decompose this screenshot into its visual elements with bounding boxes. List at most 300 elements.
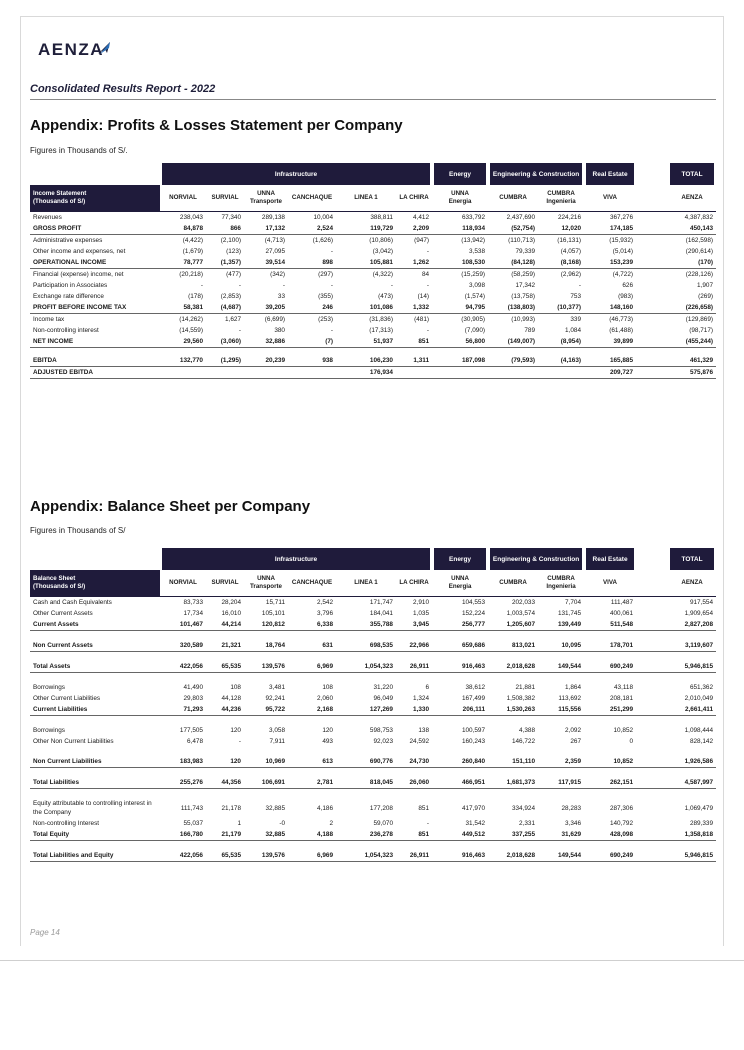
table-cell: 44,236: [206, 704, 244, 716]
row-label: Borrowings: [33, 727, 65, 734]
table-cell: 598,753: [369, 727, 393, 734]
table-cell: 236,278: [336, 829, 396, 841]
column-spacer: [636, 185, 668, 212]
table-cell: 10,852: [584, 756, 636, 768]
spacer-row: [30, 348, 716, 356]
column-header-text: CUMBRA: [499, 579, 527, 586]
table-cell: (7,090): [464, 327, 486, 334]
table-cell: 461,329: [668, 355, 716, 367]
table-cell: 44,214: [206, 619, 244, 631]
column-header-text: UNNA: [451, 575, 469, 582]
table-cell: (52,754): [488, 223, 538, 235]
table-cell: (253): [318, 316, 333, 323]
table-cell: 262,151: [584, 777, 636, 789]
table-cell: 119,729: [336, 223, 396, 235]
table-cell: 153,239: [584, 257, 636, 269]
column-header-text: CUMBRA: [547, 190, 575, 197]
table-cell: 1,508,382: [506, 695, 536, 702]
table-cell: 184,041: [369, 610, 393, 617]
table-cell: 84,878: [160, 223, 206, 235]
row-label: Non-controlling interest: [33, 327, 99, 334]
row-label: Other Non Current Liabilities: [33, 738, 114, 745]
cell-spacer: [636, 314, 668, 326]
table-cell: (5,014): [612, 248, 634, 255]
table-cell: 690,249: [584, 850, 636, 862]
row-label: Non Current Liabilities: [30, 756, 160, 768]
statement-label-line-1: Income Statement: [33, 190, 87, 197]
table-cell: 33: [277, 293, 285, 300]
table-cell: 851: [418, 804, 430, 812]
table-cell: 28,283: [561, 804, 582, 812]
table-cell: [488, 367, 538, 379]
table-cell: 898: [288, 257, 336, 269]
table-cell: 167,499: [461, 695, 486, 702]
table-cell: 94,795: [432, 302, 488, 314]
table-row: [30, 235, 716, 247]
table-cell: 2,437,690: [506, 214, 536, 221]
table-cell: 289,138: [261, 214, 285, 221]
table-cell: (170): [668, 257, 716, 269]
table-cell: 139,576: [244, 661, 288, 673]
table-cell: 6,478: [187, 738, 203, 745]
group-header-energy: Energy: [432, 163, 488, 185]
column-header-text: LINEA 1: [354, 194, 378, 201]
table-cell: 29,803: [183, 695, 203, 702]
table-cell: 21,178: [221, 804, 241, 812]
table-cell: -: [426, 820, 430, 827]
table-cell: 1,003,574: [506, 610, 536, 617]
table-cell: (355): [318, 293, 333, 300]
cell-spacer: [636, 235, 668, 247]
table-cell: 256,777: [432, 619, 488, 631]
row-label: Borrowings: [33, 684, 65, 691]
column-header: [396, 185, 432, 212]
spacer-row: [30, 673, 716, 683]
row-label: NET INCOME: [30, 336, 160, 348]
group-header-spacer: [30, 163, 160, 185]
group-header-spacer: [30, 548, 160, 570]
table-cell: 246: [288, 302, 336, 314]
table-cell: 208,181: [609, 695, 634, 702]
table-cell: 7,704: [565, 599, 582, 606]
table-cell: 92,241: [265, 695, 285, 702]
cell-spacer: [636, 829, 668, 841]
pl-section-subtitle: Figures in Thousands of S/.: [30, 146, 128, 155]
group-header-infra: Infrastructure: [160, 163, 432, 185]
column-header: [538, 185, 584, 212]
table-cell: 152,224: [461, 610, 486, 617]
table-cell: 3,119,607: [668, 640, 716, 652]
table-cell: 1,530,263: [488, 704, 538, 716]
table-cell: 58,381: [160, 302, 206, 314]
cell-spacer: [636, 693, 668, 704]
table-cell: (10,377): [538, 302, 584, 314]
table-cell: 108: [230, 684, 241, 691]
table-cell: 2,910: [413, 599, 430, 606]
table-cell: -: [238, 738, 241, 745]
table-cell: 39,899: [584, 336, 636, 348]
column-header: [488, 185, 538, 212]
column-header: [538, 570, 584, 597]
table-cell: [160, 367, 206, 379]
table-cell: 287,306: [609, 804, 634, 812]
table-cell: 938: [288, 355, 336, 367]
table-cell: 177,208: [369, 804, 393, 812]
table-cell: 84: [421, 271, 430, 278]
table-cell: 289,339: [689, 820, 714, 827]
table-cell: 2,359: [538, 756, 584, 768]
table-row: [30, 608, 716, 619]
column-header-row: [30, 185, 716, 212]
table-cell: 20,239: [244, 355, 288, 367]
cell-spacer: [636, 661, 668, 673]
row-label: PROFIT BEFORE INCOME TAX: [30, 302, 160, 314]
table-cell: 422,056: [160, 850, 206, 862]
page-number: Page 14: [30, 928, 60, 937]
table-cell: 626: [622, 282, 634, 289]
table-cell: (3,042): [372, 248, 393, 255]
table-cell: 32,885: [244, 829, 288, 841]
table-cell: 149,544: [538, 850, 584, 862]
table-row: [30, 640, 716, 652]
table-cell: 1,864: [565, 684, 582, 691]
table-cell: 493: [322, 738, 333, 745]
group-header-re: Real Estate: [584, 548, 636, 570]
table-cell: 79,339: [515, 248, 536, 255]
table-row: [30, 693, 716, 704]
row-label: Total Equity: [30, 829, 160, 841]
table-cell: 18,764: [244, 640, 288, 652]
table-cell: 4,188: [288, 829, 336, 841]
column-header: [288, 185, 336, 212]
table-cell: 151,110: [488, 756, 538, 768]
table-cell: 65,535: [206, 661, 244, 673]
table-cell: (473): [378, 293, 393, 300]
table-cell: 17,734: [183, 610, 203, 617]
bs-section-subtitle: Figures in Thousands of S/: [30, 526, 126, 535]
table-cell: 65,535: [206, 850, 244, 862]
table-cell: 77,340: [221, 214, 241, 221]
column-header-text: SURVIAL: [211, 194, 239, 201]
row-label: Other Current Assets: [33, 610, 93, 617]
cell-spacer: [636, 704, 668, 716]
cell-spacer: [636, 756, 668, 768]
table-cell: (1,574): [464, 293, 486, 300]
table-cell: (46,773): [609, 316, 634, 323]
table-cell: 100,597: [461, 727, 486, 734]
table-cell: 388,811: [370, 214, 393, 221]
table-cell: (269): [698, 293, 714, 300]
group-header-energy: Energy: [432, 548, 488, 570]
table-cell: (15,932): [609, 237, 634, 244]
table-cell: 160,243: [461, 738, 486, 745]
table-cell: (14): [417, 293, 430, 300]
table-cell: (13,942): [461, 237, 486, 244]
column-header-text: UNNA: [257, 575, 275, 582]
table-cell: 56,800: [432, 336, 488, 348]
report-title: Consolidated Results Report - 2022: [30, 83, 216, 95]
table-cell: 851: [396, 336, 432, 348]
column-spacer: [636, 570, 668, 597]
table-row: [30, 829, 716, 841]
column-header: [432, 185, 488, 212]
table-cell: (481): [414, 316, 430, 323]
table-cell: 380: [274, 327, 285, 334]
table-cell: 1: [237, 820, 241, 827]
table-cell: 21,321: [206, 640, 244, 652]
table-cell: 43,118: [613, 684, 634, 691]
column-header-text: NORVIAL: [169, 194, 197, 201]
table-cell: 1,627: [225, 316, 241, 323]
table-cell: 4,587,997: [668, 777, 716, 789]
table-cell: 31,542: [465, 820, 486, 827]
table-cell: 355,788: [336, 619, 396, 631]
column-header: [244, 185, 288, 212]
table-cell: 39,514: [244, 257, 288, 269]
table-cell: 428,098: [584, 829, 636, 841]
table-cell: 16,010: [221, 610, 241, 617]
table-cell: 422,056: [160, 661, 206, 673]
pl-table: [30, 163, 718, 379]
table-cell: 139,576: [244, 850, 288, 862]
column-header-text: Energia: [448, 583, 472, 590]
table-cell: 1,332: [396, 302, 432, 314]
table-cell: 202,033: [511, 599, 536, 606]
table-cell: 120,812: [244, 619, 288, 631]
table-cell: (2,100): [220, 237, 241, 244]
table-cell: 41,490: [183, 684, 203, 691]
table-row: [30, 355, 716, 367]
spacer-row: [30, 747, 716, 756]
column-header-text: CANCHAQUE: [291, 579, 333, 586]
table-cell: 2,661,411: [668, 704, 716, 716]
table-cell: 1,098,444: [684, 727, 714, 734]
table-cell: (226,658): [668, 302, 716, 314]
table-cell: [538, 367, 584, 379]
table-cell: 4,388: [519, 727, 536, 734]
table-cell: (31,836): [369, 316, 393, 323]
table-row: [30, 367, 716, 379]
table-cell: [244, 367, 288, 379]
column-header: [396, 570, 432, 597]
table-cell: 400,061: [609, 610, 634, 617]
table-cell: 131,745: [557, 610, 582, 617]
table-cell: 334,924: [511, 804, 536, 812]
table-cell: (2,962): [560, 271, 582, 278]
column-header: [668, 185, 716, 212]
table-row: [30, 736, 716, 747]
table-cell: -: [426, 248, 430, 255]
table-cell: 1,205,607: [488, 619, 538, 631]
table-cell: 916,463: [432, 850, 488, 862]
cell-spacer: [636, 725, 668, 736]
table-cell: 17,342: [515, 282, 536, 289]
cell-spacer: [636, 619, 668, 631]
table-cell: 32,886: [244, 336, 288, 348]
column-header-text: Energia: [448, 198, 472, 205]
row-label: OPERATIONAL INCOME: [30, 257, 160, 269]
table-cell: 55,037: [183, 820, 203, 827]
page-divider: [0, 960, 744, 961]
table-cell: 1,324: [413, 695, 430, 702]
table-cell: 10,852: [613, 727, 634, 734]
header-rule: [30, 99, 716, 100]
table-cell: [432, 367, 488, 379]
column-header-text: AENZA: [681, 579, 703, 586]
table-cell: -: [200, 282, 203, 289]
table-row: [30, 619, 716, 631]
table-row: [30, 597, 716, 609]
cell-spacer: [636, 850, 668, 862]
table-cell: 631: [288, 640, 336, 652]
table-cell: 3,481: [269, 684, 285, 691]
table-cell: 12,020: [538, 223, 584, 235]
table-cell: (4,057): [560, 248, 582, 255]
table-cell: 450,143: [668, 223, 716, 235]
column-header-text: SURVIAL: [211, 579, 239, 586]
cell-spacer: [636, 212, 668, 224]
table-cell: -: [238, 327, 241, 334]
row-label: Exchange rate difference: [33, 293, 104, 300]
table-cell: 1,262: [396, 257, 432, 269]
table-cell: [396, 367, 432, 379]
table-cell: (4,322): [372, 271, 393, 278]
table-cell: 1,926,586: [668, 756, 716, 768]
table-row: [30, 818, 716, 829]
table-cell: 117,915: [538, 777, 584, 789]
table-row: [30, 725, 716, 736]
table-cell: 96,049: [373, 695, 393, 702]
table-cell: (297): [318, 271, 333, 278]
group-header-row: [30, 548, 716, 570]
table-cell: (2,853): [220, 293, 241, 300]
table-cell: 148,160: [584, 302, 636, 314]
table-cell: 105,881: [336, 257, 396, 269]
table-cell: 120: [206, 756, 244, 768]
column-header-text: AENZA: [681, 194, 703, 201]
cell-spacer: [636, 736, 668, 747]
table-cell: 28,204: [221, 599, 241, 606]
cell-spacer: [636, 223, 668, 235]
row-label: ADJUSTED EBITDA: [30, 367, 160, 379]
column-header-text: Transporte: [250, 583, 282, 590]
table-cell: 140,792: [609, 820, 634, 827]
table-cell: (1,626): [312, 237, 333, 244]
table-cell: (228,126): [685, 271, 714, 278]
table-cell: 106,691: [244, 777, 288, 789]
column-header-text: LA CHIRA: [399, 194, 429, 201]
table-cell: 828,142: [689, 738, 714, 745]
table-cell: 267: [570, 738, 582, 745]
column-header-text: LA CHIRA: [399, 579, 429, 586]
table-cell: 38,612: [465, 684, 486, 691]
spacer-row: [30, 789, 716, 799]
column-header-text: VIVA: [603, 194, 618, 201]
table-cell: [288, 367, 336, 379]
table-cell: 108,530: [432, 257, 488, 269]
table-cell: 206,111: [432, 704, 488, 716]
table-cell: 83,733: [183, 599, 203, 606]
group-header-infra: Infrastructure: [160, 548, 432, 570]
table-cell: (16,131): [557, 237, 582, 244]
table-cell: 1,681,373: [488, 777, 538, 789]
table-cell: (455,244): [668, 336, 716, 348]
table-cell: 26,911: [396, 661, 432, 673]
table-cell: 44,128: [221, 695, 241, 702]
row-label: Financial (expense) income, net: [33, 271, 124, 278]
table-cell: 224,216: [557, 214, 582, 221]
table-cell: 29,560: [160, 336, 206, 348]
column-header-text: Ingenieria: [546, 198, 576, 205]
table-cell: 111,743: [180, 804, 203, 812]
table-cell: 511,548: [584, 619, 636, 631]
table-cell: 4,186: [317, 804, 333, 812]
table-cell: -: [330, 327, 333, 334]
column-header: [160, 185, 206, 212]
table-cell: 255,276: [160, 777, 206, 789]
table-cell: 2,092: [565, 727, 582, 734]
bs-table: [30, 548, 718, 862]
table-cell: 5,946,815: [668, 850, 716, 862]
cell-spacer: [636, 367, 668, 379]
table-cell: 138: [418, 727, 430, 734]
table-cell: 120: [230, 727, 241, 734]
table-cell: (123): [226, 248, 241, 255]
table-cell: 44,356: [206, 777, 244, 789]
column-header: [288, 570, 336, 597]
table-cell: (342): [270, 271, 285, 278]
table-cell: 176,934: [336, 367, 396, 379]
table-cell: (7): [288, 336, 336, 348]
table-cell: 21,881: [515, 684, 536, 691]
table-cell: 2,168: [288, 704, 336, 716]
table-row: [30, 682, 716, 693]
spacer-row: [30, 631, 716, 641]
column-header: [488, 570, 538, 597]
column-header: [206, 570, 244, 597]
table-cell: 4,387,832: [684, 214, 714, 221]
column-header: [160, 570, 206, 597]
spacer-row: [30, 841, 716, 851]
column-header: [668, 570, 716, 597]
statement-label: [30, 570, 160, 597]
table-row: [30, 325, 716, 336]
table-row: [30, 661, 716, 673]
table-cell: (8,168): [538, 257, 584, 269]
table-cell: -: [390, 282, 393, 289]
table-cell: 10,004: [313, 214, 333, 221]
cell-spacer: [636, 640, 668, 652]
table-cell: 2,781: [288, 777, 336, 789]
table-cell: 21,179: [206, 829, 244, 841]
table-row: [30, 291, 716, 302]
group-header-eng: Engineering & Construction: [488, 163, 584, 185]
group-header-spacer: [636, 163, 668, 185]
cell-spacer: [636, 336, 668, 348]
cell-spacer: [636, 269, 668, 281]
table-row: [30, 336, 716, 348]
group-header-eng: Engineering & Construction: [488, 548, 584, 570]
table-cell: 367,276: [609, 214, 634, 221]
table-cell: (6,699): [264, 316, 285, 323]
cell-spacer: [636, 818, 668, 829]
table-cell: (178): [188, 293, 203, 300]
table-cell: 2,524: [288, 223, 336, 235]
table-cell: 31,220: [373, 684, 393, 691]
table-cell: 1,069,479: [684, 804, 714, 812]
table-row: [30, 302, 716, 314]
table-cell: -: [330, 248, 333, 255]
